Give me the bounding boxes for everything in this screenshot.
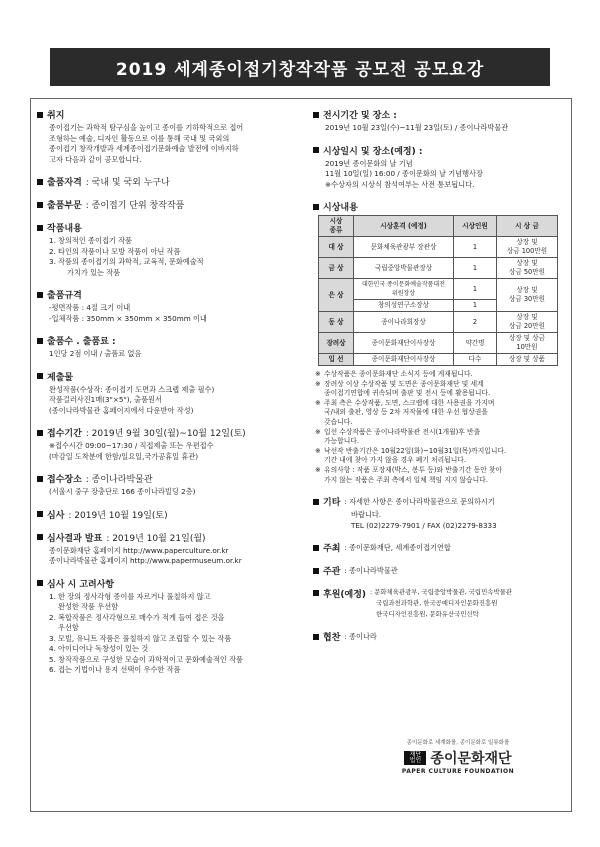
section-heading: 출품부문 [47, 201, 82, 211]
section-eligibility [37, 175, 305, 188]
list-item: 1. 창의적인 종이접기 작품 [49, 236, 133, 245]
award-kind: 은 상 [319, 279, 354, 312]
section-value: : 2019년 10월 19일(토) [68, 510, 168, 521]
section-value: : 종이나라박물관 [344, 565, 398, 575]
logo-slogan: 종이문화로 세계화를, 종이문화로 일류화를 [406, 740, 510, 746]
award-prize: 상장 및 상금 50만원 [497, 258, 558, 279]
section-value: : 자세한 사항은 종이나라박물관으로 문의하시기 [344, 496, 495, 506]
bullet-square-icon [37, 292, 43, 298]
list-item-continuation: 완성한 작품 우선함 [58, 602, 119, 611]
column-header: 시상 종류 [319, 216, 354, 237]
list-item: 4. 아이디어나 독창성이 있는 것 [49, 644, 149, 653]
section-heading: 주관 [323, 567, 341, 578]
text-line: ※접수시간 09:00~17:30 / 직접제출 또는 우편접수 [49, 441, 214, 450]
section-heading: 접수기간 [47, 429, 82, 439]
bullet-square-icon [37, 202, 43, 208]
award-count: 약간명 [454, 333, 497, 354]
bullet-square-icon [37, 511, 43, 517]
section-value: : 종이나라박물관 [85, 475, 153, 485]
section-etc [313, 495, 563, 531]
page-title: 2019 세계종이접기창작작품 공모전 공모요강 [50, 48, 550, 86]
section-cooperation [313, 630, 563, 643]
award-prize: 상장 및 상품 [497, 354, 558, 366]
section-submission [37, 370, 305, 417]
award-notes [313, 370, 563, 485]
text-line: -평면작품 : 4절 크기 이내 [49, 303, 131, 312]
text-line: 국립과천과학관, 한국공예디자인문화진흥원 [376, 599, 498, 608]
column-header: 시 상 금 [497, 216, 558, 237]
award-name: 종이문화재단이사장상 [354, 333, 454, 354]
section-purpose [37, 108, 305, 165]
note-item: ※ 유의사항 : 작품 포장재(박스, 봉투 등)와 반출기간 동안 찾아 가지 않는 작품은 주최 측에서 일체 책임 지지 않습니다. [315, 465, 503, 484]
section-heading: 출품규격 [47, 291, 82, 301]
text-line: 완성작품(수상작: 종이접기 도면과 스크랩 제출 필수) [49, 384, 215, 394]
text-line: (서울시 중구 장충단로 166 종이나라빌딩 2층) [49, 487, 196, 496]
section-value: : 2019년 10월 21일(월) [106, 533, 206, 544]
section-category [37, 198, 305, 211]
section-heading: 접수장소 [47, 475, 82, 485]
text-line: 고자 다음과 같이 공모합니다. [49, 154, 142, 164]
award-name: 종이나라회장상 [354, 312, 454, 333]
section-considerations [37, 577, 305, 676]
award-count: 2 [454, 312, 497, 333]
text-line: 작품걸러사진1매(3"×5"), 출품원서 [49, 395, 162, 404]
list-item: 5. 창작작품으로 구성한 모습이 과학적이고 문화예술적인 작품 [49, 654, 244, 664]
logo-english-name: PAPER CULTURE FOUNDATION [401, 768, 515, 775]
section-quantity [37, 334, 305, 360]
award-name: 문화체육관광부 장관상 [354, 237, 454, 258]
section-organizer [313, 541, 563, 554]
section-heading: 기타 [323, 498, 341, 509]
text-line: (마감일 도착분에 한함/일요일,국가공휴일 휴관) [49, 451, 199, 461]
section-heading: 심사결과 발표 [47, 533, 103, 544]
table-row [319, 312, 558, 333]
table-header-row [319, 216, 558, 237]
award-count: 1 [454, 279, 497, 300]
section-host [313, 564, 563, 577]
logo-name: 종이문화재단 [430, 751, 512, 767]
section-heading: 주최 [323, 544, 341, 555]
right-column [313, 108, 563, 653]
note-item: ※ 장려상 이상 수상작품 및 도면은 종이문화재단 및 세계 종이접기연합에 귀속되며 출판 및 전시 등에 활용됩니다. [315, 379, 491, 398]
text-line: 바랍니다. [351, 510, 382, 520]
table-row [319, 237, 558, 258]
list-item: 3. 작품의 종이접기의 과학적, 교육적, 문화예술적 [49, 257, 204, 266]
award-kind: 장려상 [319, 333, 354, 354]
award-kind: 동 상 [319, 312, 354, 333]
text-line: : 문화체육관광부, 국립중앙박물관, 국립민속박물관 [370, 588, 512, 597]
section-value: : 종이문화재단, 세계종이접기연합 [344, 542, 451, 552]
list-item: 3. 모빌, 유니트 작품은 풀칠하지 않고 조립할 수 있는 작품 [49, 633, 232, 643]
section-value: : 국내 및 국외 누구나 [85, 178, 170, 188]
text-line: 종이나라박물관 홈페이지 http://www.papermuseum.or.kr [49, 556, 242, 565]
bullet-square-icon [313, 568, 319, 574]
award-kind: 대 상 [319, 237, 354, 258]
note-item: ※ 낙선작 반출기간은 10월22일(화)~10월31일(목)까지입니다. 기간 내에 찾아 가지 않을 경우 폐기 처리됩니다. [315, 446, 507, 465]
bullet-square-icon [313, 204, 319, 210]
text-line: (종이나라박물관 홈페이지에서 다운받아 작성) [49, 405, 194, 415]
bullet-square-icon [37, 112, 43, 118]
section-judging [37, 508, 305, 521]
award-name: 창의성연구소장상 [354, 300, 454, 312]
section-heading: 협찬 [323, 633, 341, 644]
table-row [319, 354, 558, 366]
section-heading: 취지 [47, 111, 65, 121]
list-item-continuation: 가치가 있는 작품 [67, 267, 121, 277]
bullet-square-icon [37, 338, 43, 344]
section-awards [313, 200, 563, 366]
foundation-logo [388, 738, 528, 775]
section-heading: 후원(예정) [323, 590, 367, 601]
section-heading: 심사 시 고려사항 [47, 579, 115, 590]
award-prize: 상장 및 상금 30만원 [497, 279, 558, 312]
list-item: 2. 복합작품은 정사각형으로 매수가 적게 들여 접은 것을 [49, 612, 225, 622]
text-line: 종이접기는 과학적 탐구심을 높이고 종이를 기하학적으로 접어 [49, 123, 244, 132]
table-row [319, 279, 558, 300]
awards-table [318, 215, 558, 366]
foundation-mark-icon: 재단 법인 [404, 751, 426, 765]
text-line: 종이문화재단 홈페이지 http://www.paperculture.or.kr [49, 545, 229, 555]
column-header: 시상인원 [454, 216, 497, 237]
list-item: 6. 접는 기법이나 용지 선택이 우수한 작품 [49, 665, 181, 674]
award-name: 종이문화재단이사장상 [354, 354, 454, 366]
note-item: ※ 수상작품은 종이문화재단 소식지 등에 게재됩니다. [315, 370, 473, 378]
list-item: 1. 한 장의 정사각형 종이를 자르거나 풀칠하지 않고 [49, 591, 211, 601]
text-line: 종이접기 창작개발과 세계종이접기문화예술 발전에 이바지하 [49, 144, 239, 153]
award-count: 다수 [454, 354, 497, 366]
list-item: 2. 타인의 작품이나 모방 작품이 아닌 작품 [49, 246, 181, 256]
award-prize: 상장 및 상금 20만원 [497, 312, 558, 333]
table-row [319, 333, 558, 354]
bullet-square-icon [313, 499, 319, 505]
text-line: 11월 10일(일) 16:00 / 종이문화의 날 기념행사장 [325, 169, 483, 178]
section-ceremony [313, 144, 563, 191]
section-period [37, 426, 305, 462]
section-place [37, 472, 305, 498]
bullet-square-icon [37, 373, 43, 379]
text-line: 2019년 종이문화의 날 기념 [325, 158, 413, 168]
note-item: ※ 주최 측은 수상작품, 도면, 스크랩에 대한 사용권을 가지며 국/내외 출판, 영상 등 2차 저작물에 대한 우선 협상권을 갖습니다. [315, 398, 495, 426]
award-kind: 입 선 [319, 354, 354, 366]
section-heading: 출품자격 [47, 178, 82, 188]
award-prize: 상장 및 상금 100만원 [497, 237, 558, 258]
section-heading: 출품수 . 출품료 : [47, 337, 116, 347]
bullet-square-icon [313, 590, 319, 596]
text-line: 조형하는 예술, 디자인 활동으로 이를 통해 국내 및 국외의 [49, 133, 230, 143]
note-item: ※ 입선 수상작품은 종이나라박물관 전시(1개월)후 반출 가능합니다. [315, 427, 481, 446]
text-line: 2019년 10월 23일(수)~11월 23일(토) / 종이나라박물관 [325, 123, 509, 132]
bullet-square-icon [37, 476, 43, 482]
section-exhibition [313, 108, 563, 134]
left-column [37, 108, 305, 686]
bullet-square-icon [313, 545, 319, 551]
section-spec [37, 288, 305, 324]
award-kind: 금 상 [319, 258, 354, 279]
section-content [37, 221, 305, 278]
section-value: : 2019년 9월 30일(월)~10월 12일(토) [85, 429, 246, 439]
bullet-square-icon [313, 634, 319, 640]
list-item-continuation: 우선함 [58, 623, 79, 632]
text-line: 한국디자인진흥원, 문화유산국민신탁 [376, 610, 479, 619]
section-value: : 종이나라 [344, 631, 377, 641]
section-sponsor [313, 587, 563, 620]
award-count: 1 [454, 300, 497, 312]
text-line: 1인당 2점 이내 / 출품료 없음 [49, 349, 142, 358]
section-heading: 심사 [47, 510, 65, 521]
bullet-square-icon [37, 534, 43, 540]
section-results [37, 531, 305, 567]
award-name: 국립중앙박물관장상 [354, 258, 454, 279]
section-heading: 시상일시 및 장소(예정) : [323, 146, 423, 157]
section-heading: 제출물 [47, 372, 74, 383]
bullet-square-icon [37, 225, 43, 231]
award-count: 1 [454, 258, 497, 279]
award-count: 1 [454, 237, 497, 258]
section-heading: 전시기간 및 장소 : [323, 111, 397, 121]
award-name: 대한민국 종이문화예술작품대전 위원장상 [354, 279, 454, 300]
bullet-square-icon [37, 430, 43, 436]
column-header: 시상훈격 (예정) [354, 216, 454, 237]
section-heading: 시상내용 [323, 203, 358, 213]
award-prize: 상장 및 상금 10만원 [497, 333, 558, 354]
table-row [319, 258, 558, 279]
section-heading: 작품내용 [47, 224, 82, 234]
bullet-square-icon [37, 580, 43, 586]
text-line: -입체작품 : 350mm × 350mm × 350mm 이내 [49, 313, 207, 323]
bullet-square-icon [313, 112, 319, 118]
text-line: ※수상자의 시상식 참석여부는 사전 통보됩니다. [325, 179, 475, 189]
bullet-square-icon [37, 179, 43, 185]
section-value: : 종이접기 단위 창작작품 [85, 201, 185, 211]
text-line: TEL (02)2279-7901 / FAX (02)2279-8333 [351, 520, 497, 530]
bullet-square-icon [313, 147, 319, 153]
